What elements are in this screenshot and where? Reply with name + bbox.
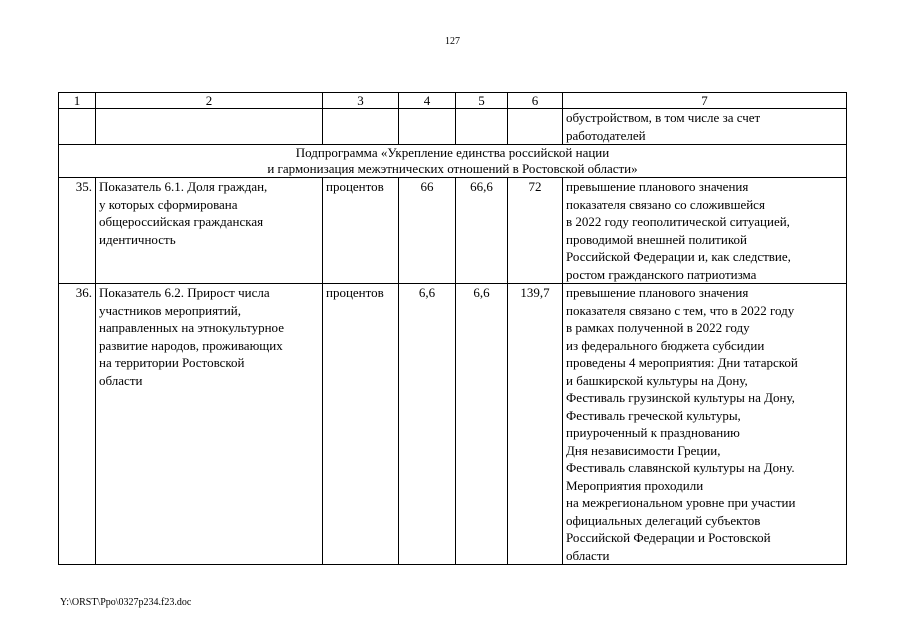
plan-value: 6,6 — [399, 284, 456, 565]
column-header-7: 7 — [563, 93, 847, 109]
indicator-name: Показатель 6.2. Прирост числа участников мероприятий, направленных на этнокультурное развитие народов, проживающих на территории Ростовской области — [96, 284, 323, 565]
continuation-cell-reason: обустройством, в том числе за счет работодателей — [563, 109, 847, 145]
deviation-reason: превышение планового значения показателя связано с тем, что в 2022 году в рамках полученной в 2022 году из федерального бюджета субсидии проведены 4 мероприятия: Дни татарской и башкирской культуры на Дону, Фестиваль грузинской культуры на Дону, Фестиваль греческой культуры, приуроченный к празднованию Дня независимости Греции, Фестиваль славянской культуры на Дону. Мероприятия проходили на межрегиональном уровне при участии официальных делегаций субъектов Российской Федерации и Ростовской области — [563, 284, 847, 565]
report-table — [58, 92, 847, 565]
table-row — [59, 178, 847, 284]
plan-value: 66 — [399, 178, 456, 284]
fact-value: 6,6 — [456, 284, 508, 565]
footer-file-path: Y:\ORST\Ppo\0327p234.f23.doc — [60, 597, 192, 608]
continuation-row — [59, 109, 847, 145]
execution-percent: 139,7 — [508, 284, 563, 565]
subprogram-title: Подпрограмма «Укрепление единства российской нации и гармонизация межэтнических отношений в Ростовской области» — [59, 145, 847, 178]
column-header-2: 2 — [96, 93, 323, 109]
continuation-cell-unit — [323, 109, 399, 145]
page-number: 127 — [445, 36, 460, 47]
column-header-1: 1 — [59, 93, 96, 109]
continuation-cell-fact — [456, 109, 508, 145]
column-header-5: 5 — [456, 93, 508, 109]
column-header-6: 6 — [508, 93, 563, 109]
continuation-cell-percent — [508, 109, 563, 145]
row-number: 36. — [59, 284, 96, 565]
fact-value: 66,6 — [456, 178, 508, 284]
table-header-row — [59, 93, 847, 109]
column-header-4: 4 — [399, 93, 456, 109]
continuation-cell-indicator — [96, 109, 323, 145]
unit-of-measure: процентов — [323, 178, 399, 284]
row-number: 35. — [59, 178, 96, 284]
indicator-name: Показатель 6.1. Доля граждан, у которых сформирована общероссийская гражданская идентичность — [96, 178, 323, 284]
subprogram-row — [59, 145, 847, 178]
unit-of-measure: процентов — [323, 284, 399, 565]
continuation-cell-plan — [399, 109, 456, 145]
table-row — [59, 284, 847, 565]
deviation-reason: превышение планового значения показателя связано со сложившейся в 2022 году геополитической ситуацией, проводимой внешней политикой Российской Федерации и, как следствие, ростом гражданского патриотизма — [563, 178, 847, 284]
column-header-3: 3 — [323, 93, 399, 109]
continuation-cell-num — [59, 109, 96, 145]
execution-percent: 72 — [508, 178, 563, 284]
